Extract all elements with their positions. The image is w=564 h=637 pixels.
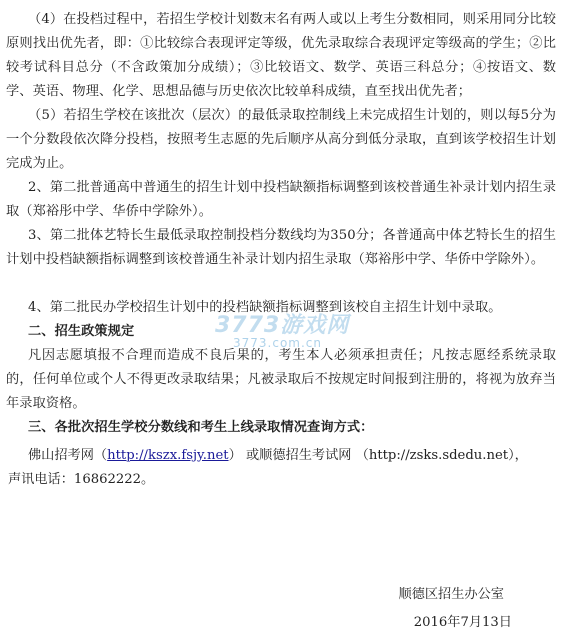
paragraph-item-3: 3、第二批体艺特长生最低录取控制投档分数线均为350分；各普通高中体艺特长生的招生计划中投档缺额指标调整到该校普通生补录计划内招生录取（郑裕彤中学、华侨中学除外）。 — [6, 228, 556, 267]
paragraph-score-segment: （5）若招生学校在该批次（层次）的最低录取控制线上未完成招生计划的，则以每5分为一个分数段依次降分投档，按照考生志愿的先后顺序从高分到低分录取，直到该学校招生计划完成为止。 — [6, 108, 556, 171]
paragraph-item-2: 2、第二批普通高中普通生的招生计划中投档缺额指标调整到该校普通生补录计划内招生录取（郑裕彤中学、华侨中学除外）。 — [6, 180, 556, 219]
paragraph-policy: 凡因志愿填报不合理而造成不良后果的，考生本人必须承担责任；凡按志愿经系统录取的，任何单位或个人不得更改录取结果；凡被录取后不按规定时间报到注册的，将视为放弃当年录取资格。 — [6, 348, 556, 411]
paragraph-item-4: 4、第二批民办学校招生计划中的投档缺额指标调整到该校自主招生计划中录取。 — [28, 300, 502, 315]
query-middle: ） 或顺德招生考试网 （http://zsks.sdedu.net）， — [228, 448, 528, 463]
watermark-logo: 3773游戏网 — [215, 313, 350, 338]
phone-line: 声讯电话：16862222。 — [8, 472, 155, 487]
query-prefix: 佛山招考网（ — [28, 448, 108, 463]
signature: 顺德区招生办公室 — [398, 587, 504, 603]
section-heading-query: 三、各批次招生学校分数线和考生上线录取情况查询方式： — [28, 420, 374, 435]
foshan-exam-link[interactable]: http://kszx.fsjy.net — [107, 448, 229, 463]
watermark-url: 3773.com.cn — [233, 336, 322, 350]
query-line — [28, 444, 528, 468]
section-heading-policy: 二、招生政策规定 — [28, 324, 135, 339]
date: 2016年7月13日 — [413, 615, 512, 631]
paragraph-tiebreak-rule: （4）在投档过程中，若招生学校计划数末名有两人或以上考生分数相同，则采用同分比较原则找出优先者，即：①比较综合表现评定等级，优先录取综合表现评定等级高的学生；②比较考试科目总分（不含政策加分成绩）；③比较语文、数学、英语三科总分；④按语文、数学、英语、物理、化学、思想品德与历史依次比较单科成绩，直至找出优先者； — [6, 12, 556, 99]
